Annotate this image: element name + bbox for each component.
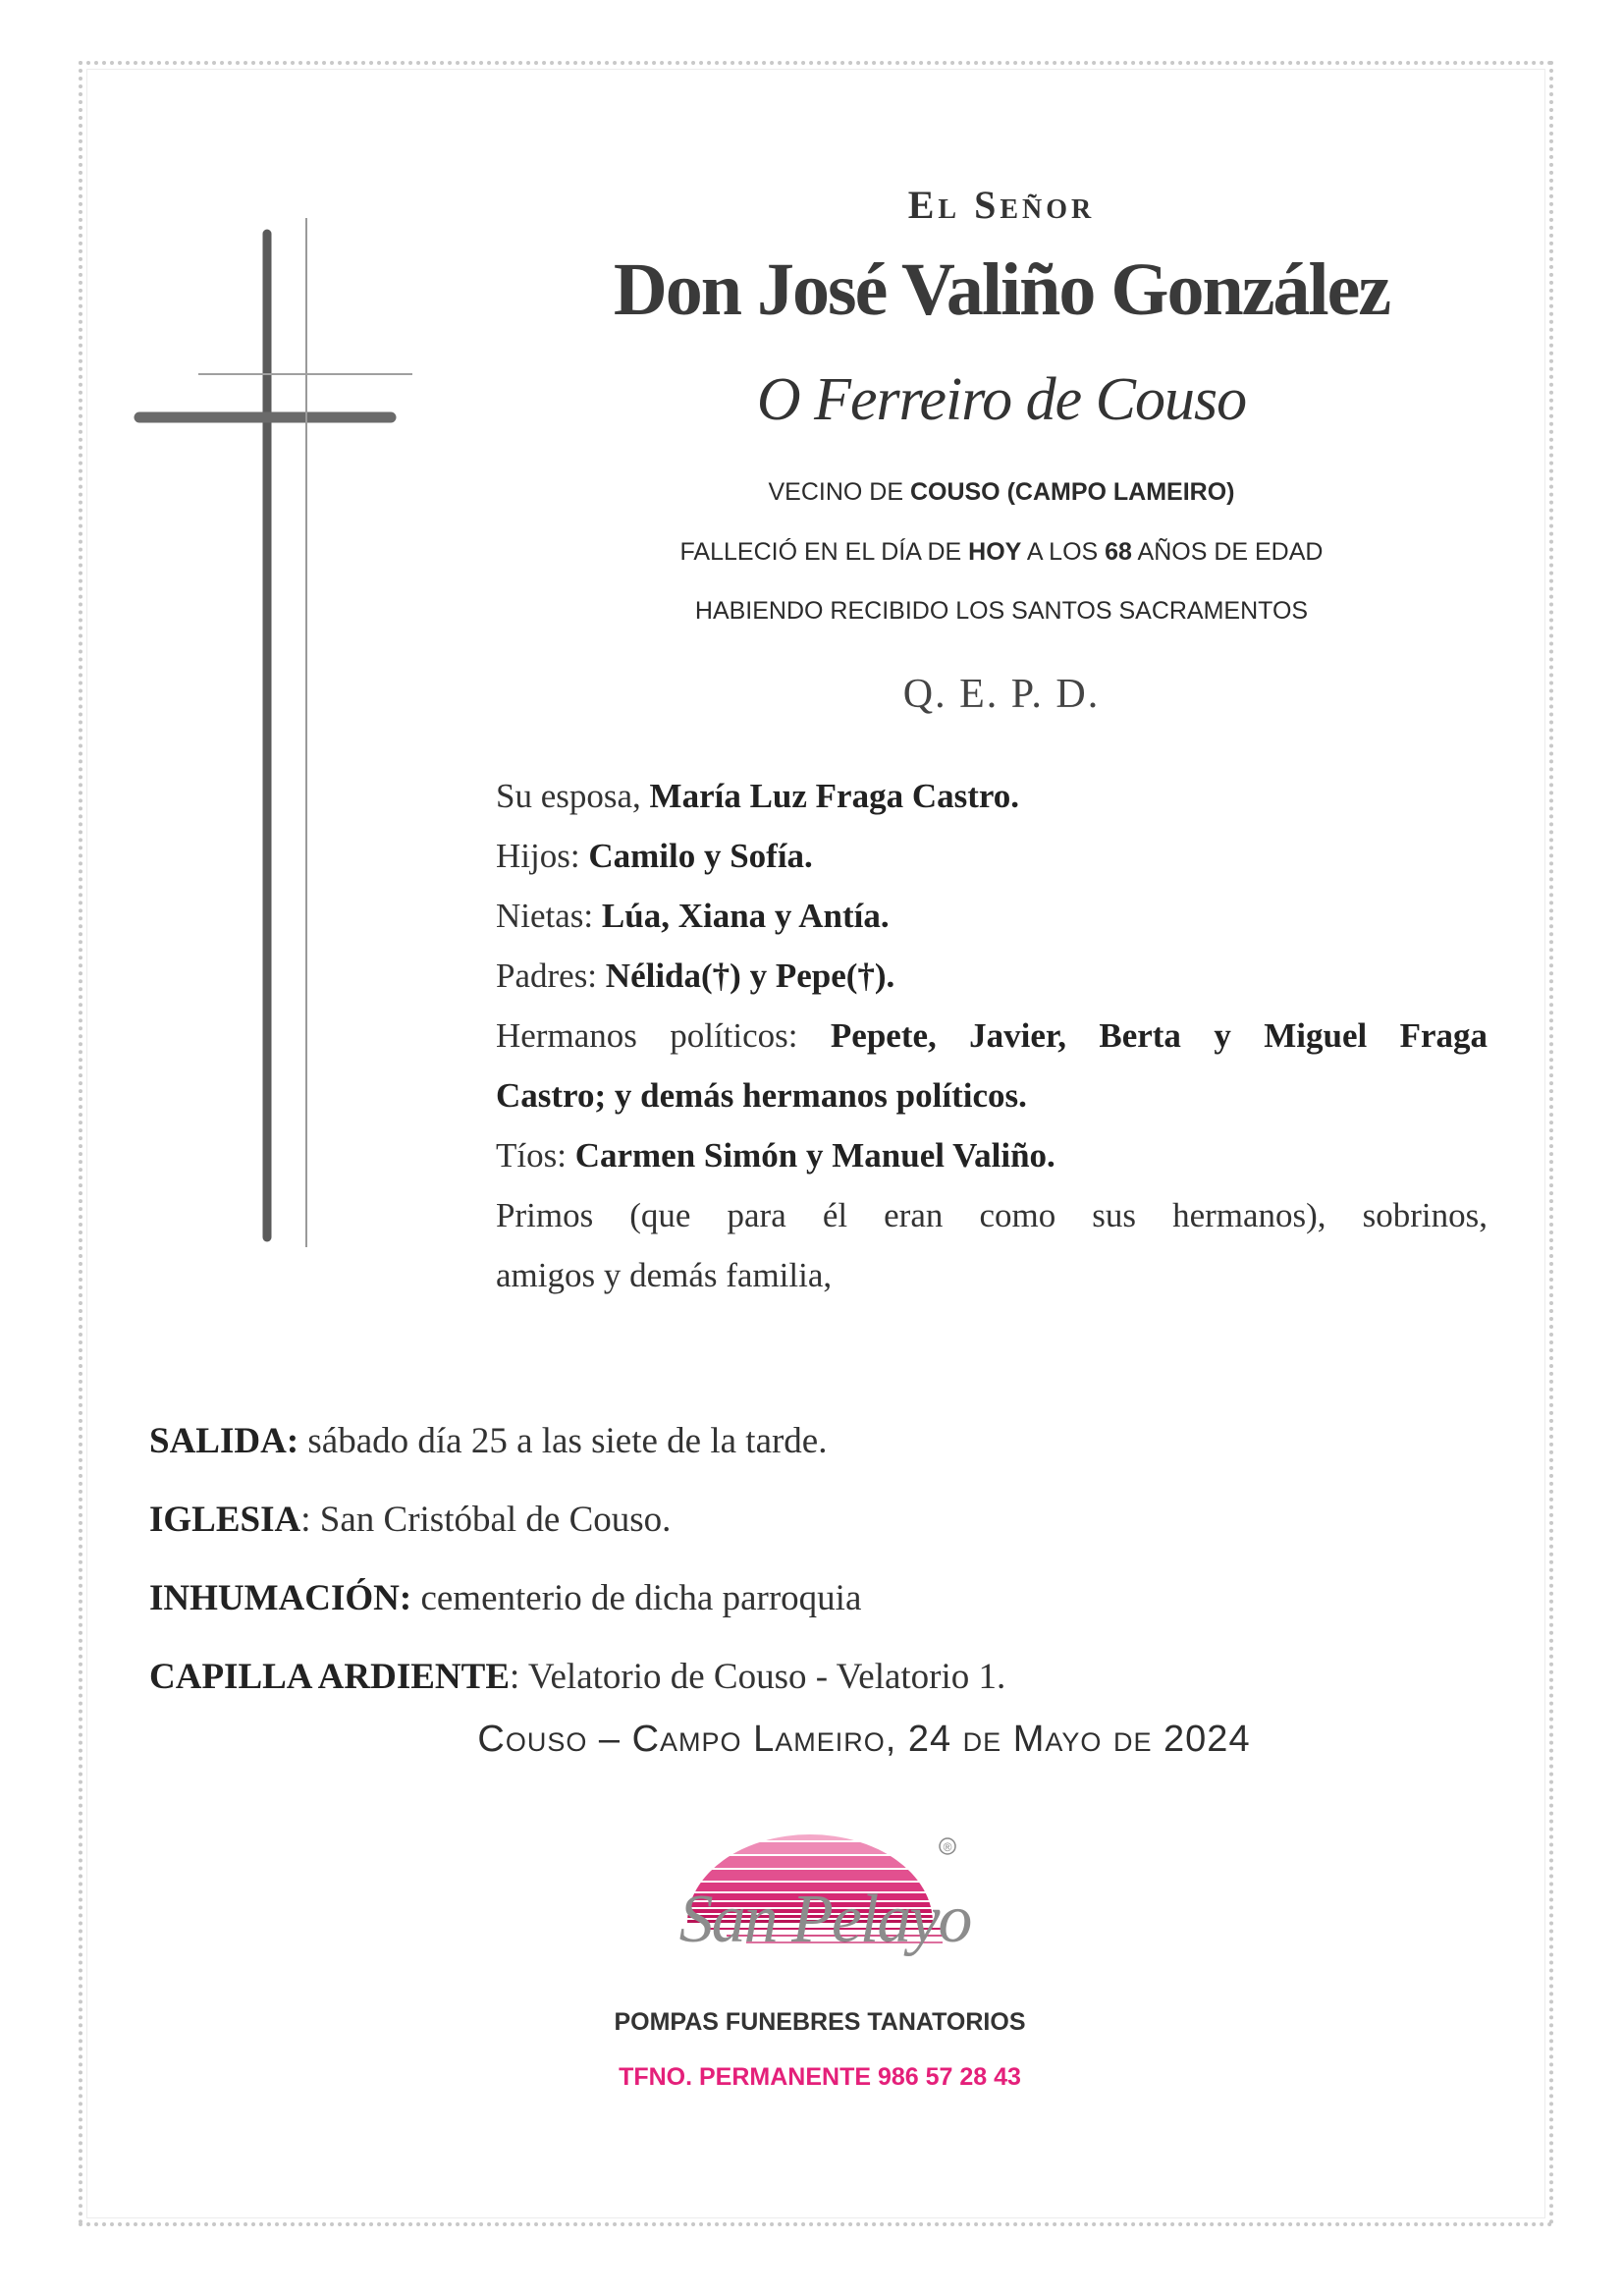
honorific: El Señor [907,183,1096,227]
service-label: IGLESIA [149,1500,301,1540]
services-list [149,1402,1327,1717]
in-laws-names: Pepete, Javier, Berta y Miguel Fraga [830,1016,1488,1055]
granddaughters-names: Lúa, Xiana y Antía. [601,897,890,935]
in-laws-names-cont: Castro; y demás hermanos políticos. [496,1076,1027,1115]
family-granddaughters [496,886,1488,946]
children-names: Camilo y Sofía. [588,837,813,875]
sacraments-line: HABIENDO RECIBIDO LOS SANTOS SACRAMENTOS [694,597,1309,625]
family-children [496,826,1488,886]
registered-mark: ® [943,1840,952,1854]
service-chapel [149,1638,1327,1717]
uncles-names: Carmen Simón y Manuel Valiño. [574,1136,1055,1175]
death-day: HOY [968,538,1022,566]
service-label: INHUMACIÓN: [149,1578,412,1618]
service-label: CAPILLA ARDIENTE [149,1657,511,1697]
residence-line [511,478,1492,507]
death-prefix: FALLECIÓ EN EL DÍA DE [679,538,969,566]
service-text: : San Cristóbal de Couso. [300,1500,672,1540]
death-suffix: AÑOS DE EDAD [1131,538,1324,566]
service-label: SALIDA: [149,1421,299,1461]
qepd: Q. E. P. D. [902,672,1101,717]
death-mid: A LOS [1021,538,1106,566]
granddaughters-label: Nietas: [496,897,602,935]
place-date: Couso – Campo Lameiro, 24 de Mayo de 2024 [477,1719,1251,1760]
deceased-name: Don José Valiño González [613,248,1390,331]
children-label: Hijos: [496,837,589,875]
family-cousins: Primos (que para él eran como sus hermanos), sobrinos, [496,1196,1488,1234]
parents-label: Padres: [496,957,606,995]
logo-text: San Pelayo [678,1882,971,1957]
service-departure [149,1402,1327,1481]
service-church [149,1481,1327,1559]
family-in-laws-cont [496,1066,1488,1125]
residence-prefix: VECINO DE [768,478,910,506]
company-phone: TFNO. PERMANENTE 986 57 28 43 [619,2063,1021,2091]
service-burial [149,1559,1327,1638]
residence-place: COUSO [909,478,1001,506]
family-uncles [496,1125,1488,1185]
death-line [511,538,1492,567]
cross-icon [128,216,422,1257]
uncles-label: Tíos: [496,1136,575,1175]
service-text: cementerio de dicha parroquia [411,1578,862,1618]
family-spouse [496,766,1488,826]
parents-names: Nélida(†) y Pepe(†). [605,957,895,995]
nickname: O Ferreiro de Couso [756,366,1247,433]
family-parents [496,946,1488,1006]
family-in-laws [496,1006,1488,1066]
spouse-name: María Luz Fraga Castro. [649,777,1020,815]
family-cousins-cont: amigos y demás familia, [496,1256,833,1294]
service-text: : Velatorio de Couso - Velatorio 1. [510,1657,1006,1697]
family-list [496,766,1488,1305]
spouse-label: Su esposa, [496,777,650,815]
in-laws-label: Hermanos políticos: [496,1016,831,1055]
service-text: sábado día 25 a las siete de la tarde. [298,1421,828,1461]
company-subtitle: POMPAS FUNEBRES TANATORIOS [614,2008,1026,2036]
residence-municipality: (CAMPO LAMEIRO) [1000,478,1235,506]
death-age: 68 [1105,538,1132,566]
